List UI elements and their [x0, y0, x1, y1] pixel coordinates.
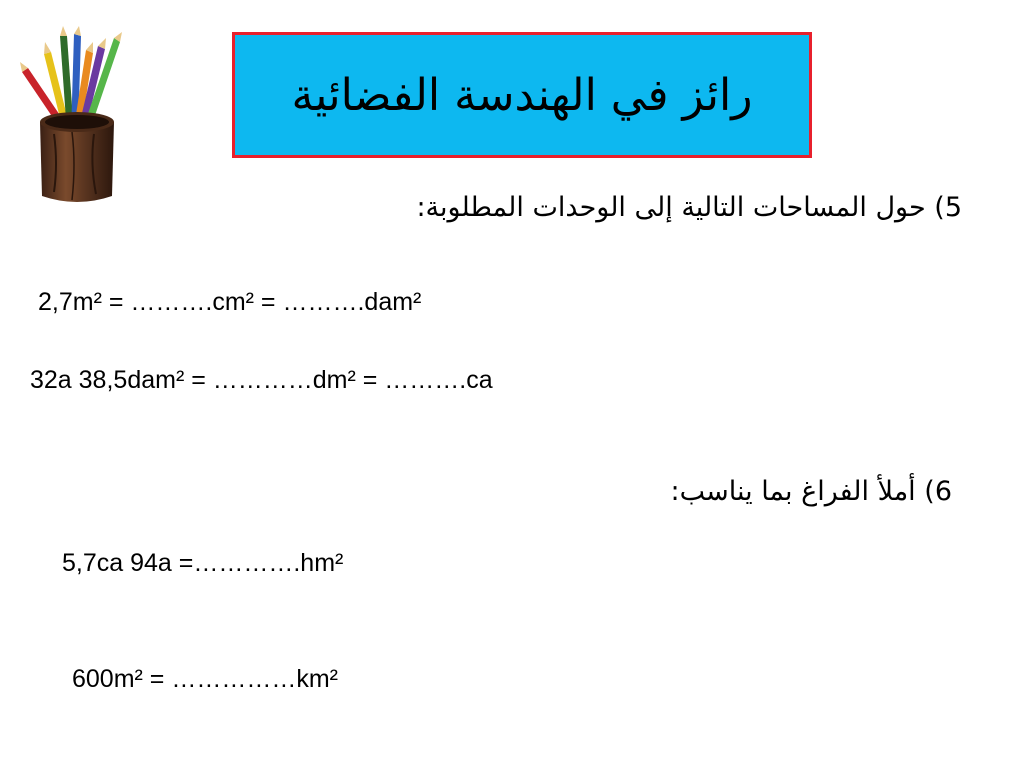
- equation-4: 600m² = ……………km²: [72, 665, 339, 693]
- question-6-instruction: 6) أملأ الفراغ بما يناسب:: [670, 476, 952, 507]
- equation-3: 5,7ca 94a =………….hm²: [62, 549, 344, 577]
- pencil-cup-illustration: [14, 24, 132, 208]
- title-banner: [232, 32, 812, 158]
- question-5-instruction: 5) حول المساحات التالية إلى الوحدات المطلوبة:: [416, 192, 962, 223]
- equation-1: 2,7m² = ……….cm² = ……….dam²: [38, 288, 422, 316]
- page-title: رائز في الهندسة الفضائية: [291, 69, 753, 121]
- equation-2: 32a 38,5dam² = …………dm² = ……….ca: [30, 366, 493, 394]
